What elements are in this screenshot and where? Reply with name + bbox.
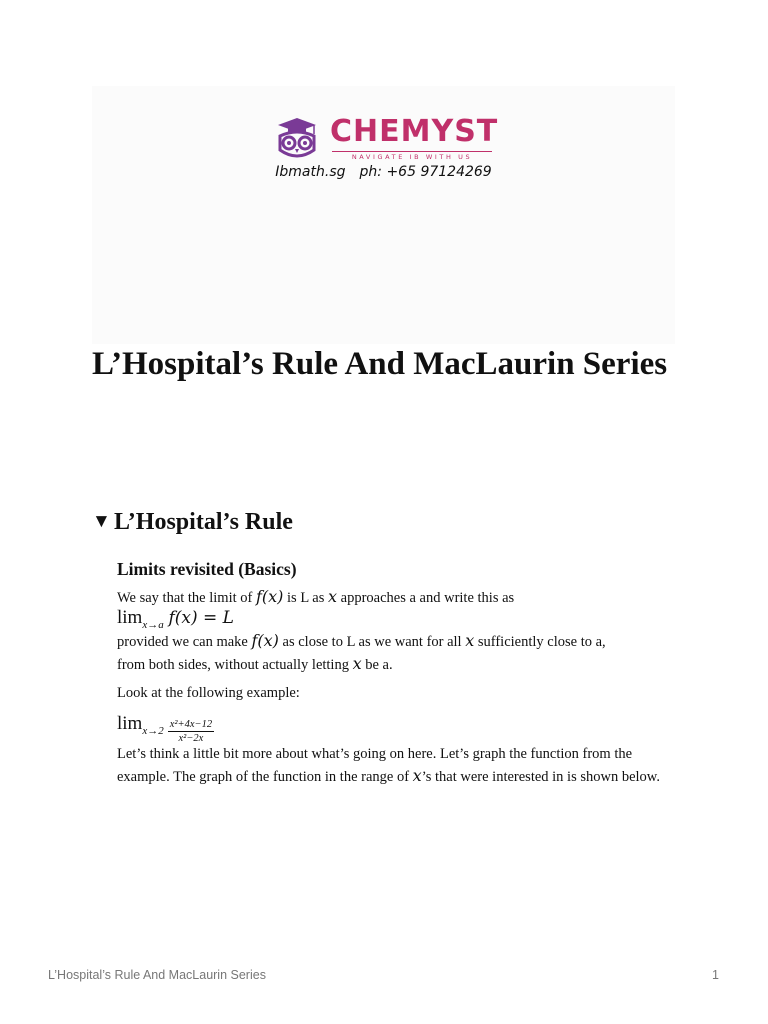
page-number: 1 <box>712 968 719 982</box>
chemyst-logo <box>274 114 514 164</box>
math-x: x <box>327 587 338 606</box>
page-title: L’Hospital’s Rule And MacLaurin Series <box>92 346 668 382</box>
brand-tagline: NAVIGATE IB WITH US <box>351 153 473 161</box>
header-banner <box>92 86 675 344</box>
subheading: Limits revisited (Basics) <box>117 559 297 579</box>
contact-line <box>92 164 675 180</box>
brand-name: CHEMYST <box>330 114 499 149</box>
example-fraction: $\frac{\text{x²+4x−12}}{\text{x²−2x}}$ <box>169 719 213 744</box>
math-fx: f(x) <box>255 587 284 606</box>
paragraph-example-intro: Look at the following example: <box>117 685 300 701</box>
owl-graduate-icon <box>274 116 320 162</box>
phone-number: ph: +65 97124269 <box>359 164 492 180</box>
section-heading-text: L’Hospital’s Rule <box>114 509 293 535</box>
section-heading[interactable] <box>92 505 293 539</box>
paragraph-graph-intro: Let’s think a little bit more about what’s going on here. Let’s graph the function from the example. The graph of the function in the range of x’s that were interested in is shown below. <box>117 746 660 785</box>
example-limit-formula: $\lim_{x\to 2}$ $\frac{\text{x²+4x−12}}{\text{x²−2x}}$ <box>117 713 213 744</box>
paragraph-provided: provided we can make f(x) as close to L as we want for all x sufficiently close to a, from both sides, without actually letting x be a. <box>117 631 606 673</box>
footer-title: L’Hospital’s Rule And MacLaurin Series <box>48 968 266 982</box>
limit-definition-formula: $\lim_{x\to a} f(x) = L$ <box>117 607 234 631</box>
paragraph-limit-definition: We say that the limit of f(x) is L as x approaches a and write this as <box>117 587 515 606</box>
triangle-down-icon[interactable]: ▼ <box>92 511 111 532</box>
site-name: Ibmath.sg <box>275 164 346 180</box>
